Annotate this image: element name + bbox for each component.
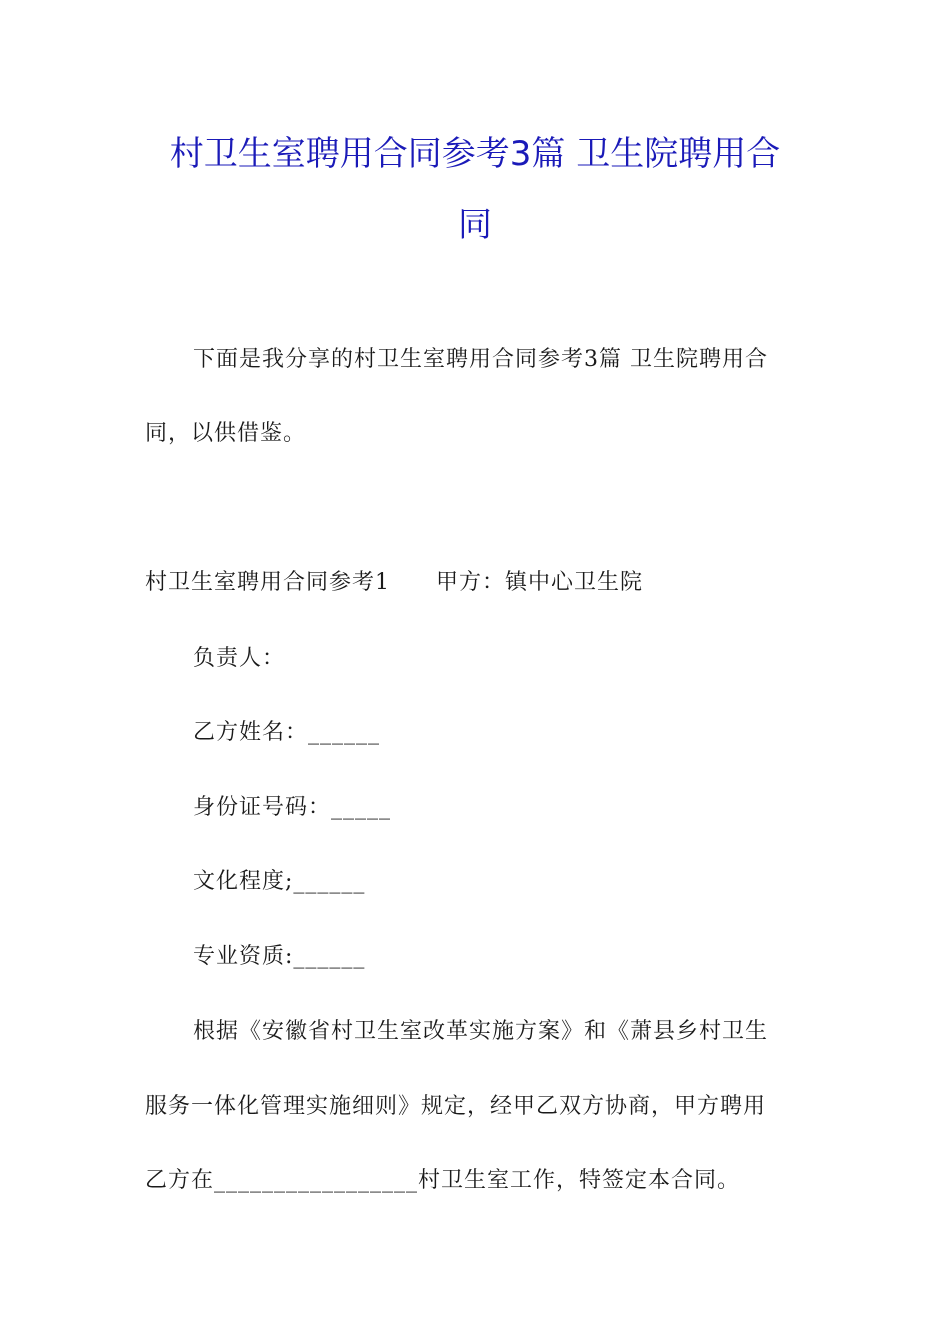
- field-id-number: 身份证号码：_____: [193, 795, 392, 820]
- paragraph-line-3: 乙方在_________________村卫生室工作，特签定本合同。: [145, 1168, 741, 1193]
- document-title-line-1: 村卫生室聘用合同参考3篇 卫生院聘用合: [169, 134, 781, 174]
- intro-line-2: 同，以供借鉴。: [145, 421, 307, 446]
- section-1-heading: 村卫生室聘用合同参考1 甲方：镇中心卫生院: [145, 570, 643, 595]
- field-qualification: 专业资质:______: [193, 944, 366, 969]
- paragraph-line-1: 根据《安徽省村卫生室改革实施方案》和《萧县乡村卫生: [193, 1019, 769, 1044]
- field-party-b-name: 乙方姓名：______: [193, 720, 381, 745]
- intro-line-1: 下面是我分享的村卫生室聘用合同参考3篇 卫生院聘用合: [193, 347, 768, 372]
- field-education: 文化程度;______: [193, 869, 366, 894]
- paragraph-line-2: 服务一体化管理实施细则》规定，经甲乙双方协商，甲方聘用: [145, 1094, 767, 1119]
- document-title-line-2: 同: [458, 205, 492, 245]
- field-responsible-person: 负责人：: [193, 646, 286, 671]
